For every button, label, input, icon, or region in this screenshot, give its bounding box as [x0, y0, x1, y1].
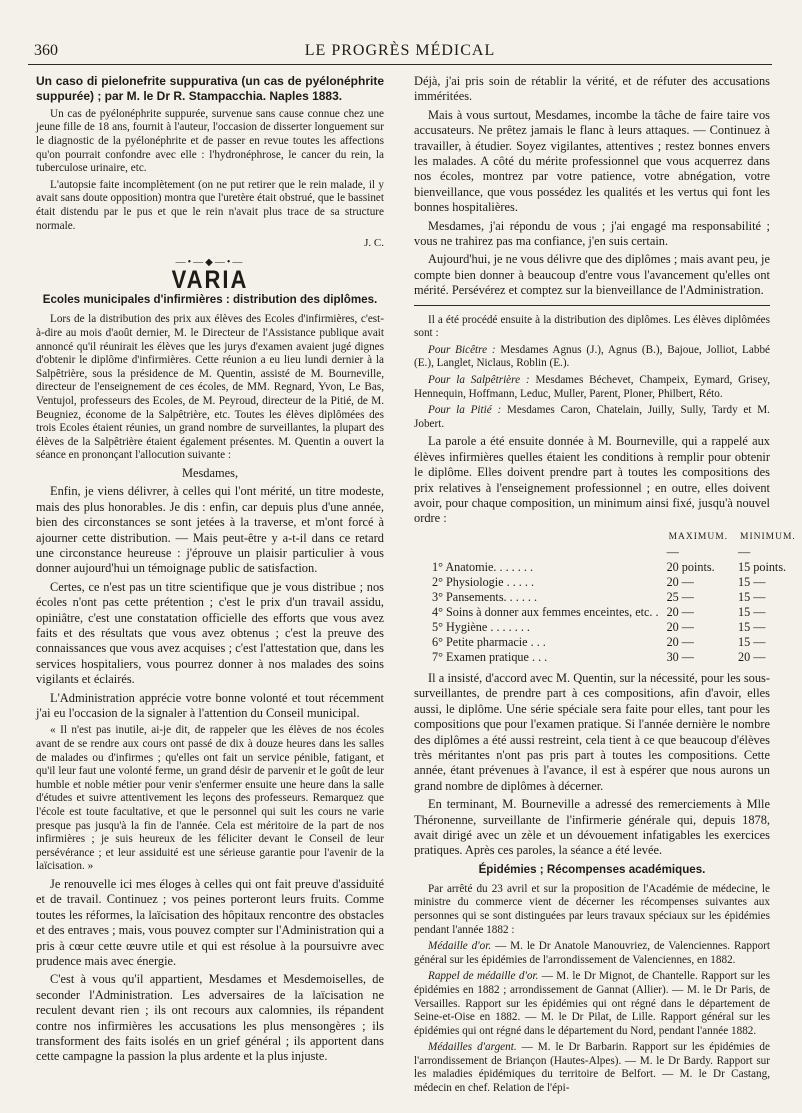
speech-paragraph: Mesdames, j'ai répondu de vous ; j'ai engagé ma responsabilité ; vous ne trahirez pas ma confiance, j'en suis certain.	[414, 218, 770, 249]
award-text: — M. le Dr Barbarin. Rapport sur les épidémies de l'arrondissement de Briançon (Hautes-Alpes). — M. le Dr Bardy. Rapport sur les maladies épidémiques du territoire de Belfort. — M. le Dr Castang, médecin en chef. Relation de l'épi-	[414, 1041, 770, 1095]
table-row	[428, 605, 802, 620]
table-cell-label: 7° Examen pratique . . .	[432, 649, 548, 664]
names: Mesdames Béchevet, Champeix, Eymard, Grisey, Hennequin, Hoffmann, Leduc, Muller, Parent, Ploner, Philbert, Réto.	[414, 374, 770, 400]
speech-paragraph: L'Administration apprécie votre bonne volonté et tout récemment j'ai eu l'occasion de la signaler à l'attention du Conseil municipal.	[36, 690, 384, 720]
article-signature: J. C.	[364, 237, 384, 250]
table-row	[428, 560, 802, 575]
award-label: Rappel de médaille d'or.	[428, 970, 539, 983]
journal-title: LE PROGRÈS MÉDICAL	[304, 42, 496, 59]
speech-paragraph: Certes, ce n'est pas un titre scientifique que je vous distribue ; nos écoles n'ont pas cette prétention ; c'est le prix d'un travail assidu, opiniâtre, c'est une constatation officielle des efforts que vous avez faits et des résultats que vous avez obtenus ; c'est la preuve des connaissances que vous avez acquises ; c'est l'attestation que, dans les services hospitaliers, vous pourrez donner à nos malades des soins vigilants et éclairés.	[36, 579, 384, 687]
award-paragraph	[414, 970, 770, 1038]
table-cell-max: 20 —	[666, 574, 694, 589]
table-cell-label: 5° Hygiène . . . . . . .	[432, 619, 530, 634]
article-paragraph: Lors de la distribution des prix aux élèves des Ecoles d'infirmières, c'est-à-dire au mois d'août dernier, M. le Directeur de l'Assistance publique avait annoncé qu'il réunirait les élèves que les jurys d'examen avaient jugé dignes d'obtenir le diplôme d'infirmières. Cette réunion a eu lieu lundi dernier à la Salpêtrière, sous la présidence de M. Quentin, assisté de M. Bourneville, directeur de l'enseignement de ces écoles, de MM. Regnard, Yvon, Le Bas, Ventujol, professeurs des Ecoles, de M. Peyroud, directeur de la Pitié, de M. Beugniez, économe de la Salpêtrière, etc. Toutes les élèves diplômées des trois Ecoles étaient réunies, un grand nombre de surveillantes, la plupart des élèves de la Salpêtrière étaient également présentes. M. Quentin a ouvert la séance en prononçant l'allocution suivante :	[36, 313, 384, 462]
article-paragraph: En terminant, M. Bourneville a adressé des remerciements à Mlle Théronenne, surveillante de l'infirmerie générale qui, depuis 1878, avait dirigé avec un zèle et un dévouement infatigables les exercices pratiques. Après ces paroles, la séance a été levée.	[414, 797, 770, 858]
table-cell-label: 4° Soins à donner aux femmes enceintes, etc. .	[432, 604, 659, 619]
diploma-list-salpetriere	[414, 374, 770, 401]
table-cell-min: 15 —	[738, 589, 766, 604]
quoted-paragraph: « Il n'est pas inutile, ai-je dit, de rappeler que les élèves de nos écoles avant de se rendre aux cours ont passé de dix à douze heures dans les salles de malades ou d'infirmes ; qu'elles ont fait un service pénible, fatigant, et qu'il leur faut une volonté ferme, un grand désir de parvenir et le goût de leur humble et noble métier pour venir s'enfermer ensuite une heure dans la salle d'études et suivre attentivement les leçons des professeurs. Remarquez que l'école est toute facultative, et que le personnel qui suit les cours ne varie presque pas jusqu'à la fin de l'année. Cela est méritoire de la part de nos infirmières ; je suis heureux de les féliciter devant le Conseil de leur persévérance ; et leur assiduité est une sérieuse garantie pour l'avenir de la laïcisation. »	[36, 724, 384, 873]
speech-paragraph: Aujourd'hui, je ne vous délivre que des diplômes ; mais avant peu, je compte bien donner à beaucoup d'entre vous l'avancement qu'elles ont mérité. Persévérez et comptez sur la bienveillance de l'Administration.	[414, 252, 770, 298]
article-paragraph: Il a été procédé ensuite à la distribution des diplômes. Les élèves diplômées sont :	[414, 313, 770, 340]
table-cell-max: 20 —	[666, 604, 694, 619]
article-paragraph: La parole a été ensuite donnée à M. Bourneville, qui a rappelé aux élèves infirmières quelles étaient les conditions à remplir pour obtenir le diplôme. Elles doivent prendre part à toutes les compositions des prix relatives à l'enseignement professionnel ; en outre, elles doivent avoir, pour chaque composition, un minimum ainsi fixé, jusqu'à nouvel ordre :	[414, 434, 770, 526]
table-row	[428, 650, 802, 665]
section-subheading: Épidémies ; Récompenses académiques.	[478, 862, 706, 876]
article-title: Un caso di pielonefrite suppurativa (un cas de pyélonéphrite suppurée) ; par M. le Dr R. Stampacchia. Naples 1883.	[36, 74, 384, 104]
speech-paragraph: C'est à vous qu'il appartient, Mesdames et Mesdemoiselles, de seconder l'Administration. Les adversaires de la laïcisation ne reculent devant rien ; ils ont recours aux calomnies, ils répandent contre nos infirmières les accusations les plus mensongères ; ils transforment des faits isolés en un grief général ; ils apportent dans cette campagne la passion la plus ardente et la plus injuste.	[36, 972, 384, 1064]
article-paragraph: Par arrêté du 23 avril et sur la proposition de l'Académie de médecine, le ministre du commerce vient de décerner les récompenses suivantes aux personnes qui se sont distinguées par leurs travaux spéciaux sur les épidémies pendant l'année 1882 :	[414, 882, 770, 936]
school-label: Pour la Salpêtrière :	[428, 374, 530, 387]
divider	[414, 305, 770, 306]
table-cell-max: 20 —	[666, 619, 694, 634]
right-column	[414, 74, 796, 1104]
table-cell-label: 3° Pansements. . . . . .	[432, 589, 538, 604]
table-cell-max: 20 points.	[666, 559, 715, 574]
award-label: Médaille d'or.	[428, 940, 492, 953]
award-text: — M. le Dr Anatole Manouvriez, de Valenciennes. Rapport général sur les épidémies de l'arrondissement de Valenciennes, en 1882.	[414, 940, 770, 966]
page-header	[28, 38, 772, 65]
award-paragraph	[414, 1041, 770, 1095]
article-paragraph: Un cas de pyélonéphrite suppurée, survenue sans cause connue chez une jeune fille de 18 ans, fournit à l'auteur, l'occasion de disserter longuement sur le diagnostic de la pyélonéphrite et de passer en revue toutes les affections qu'on pourrait confondre avec elle : l'hydronéphrose, le cancer du rein, la tuberculose urinaire, etc.	[36, 107, 384, 175]
diploma-list-pitie	[414, 404, 770, 431]
table-header-max: MAXIMUM.	[668, 531, 729, 542]
school-label: Pour Bicêtre :	[428, 343, 496, 356]
page-number: 360	[34, 42, 58, 59]
diploma-list-bicetre	[414, 344, 770, 371]
speech-paragraph: Mais à vous surtout, Mesdames, incombe la tâche de faire taire vos accusateurs. Ne prêtez jamais le flanc à leurs attaques. — Continuez à travailler, à étudier. Soyez vigilantes, attentives ; restez bonnes envers les malades. A côté du mérite professionnel que vous acquerrez dans nos écoles, montrez par votre patience, votre abnégation, votre bienveillance, que vous possédez les qualités et les vertus qui font les bonnes hospitalières.	[414, 107, 770, 215]
names: Mesdames Caron, Chatelain, Juilly, Sully, Tardy et M. Jobert.	[414, 404, 770, 430]
table-cell-max: 20 —	[666, 634, 694, 649]
table-cell-min: 15 —	[738, 574, 766, 589]
table-cell-max: 25 —	[666, 589, 694, 604]
table-row	[428, 575, 802, 590]
table-dash: —	[738, 544, 751, 559]
table-cell-label: 6° Petite pharmacie . . .	[432, 634, 546, 649]
article-paragraph: Il a insisté, d'accord avec M. Quentin, sur la nécessité, pour les sous-surveillantes, de prendre part à ces compositions, afin d'avoir, elles aussi, le diplôme. Une série spéciale sera faite pour elles, tant pour les compositions que pour l'examen pratique. Si l'année dernière le nombre des diplômes a été aussi restreint, cela tient à ce que beaucoup d'élèves très méritantes n'ont pas pris part à toutes les compositions. Cette année, étant prévenues à l'avance, il est à espérer que nous aurons un grand nombre de diplômes à décerner.	[414, 670, 770, 793]
table-row	[428, 590, 802, 605]
score-table	[428, 530, 802, 665]
award-label: Médailles d'argent.	[428, 1041, 517, 1054]
table-cell-min: 20 —	[738, 649, 766, 664]
names: Mesdames Agnus (J.), Agnus (B.), Bajoue, Jolliot, Labbé (E.), Langlet, Niclaus, Roblin (E.).	[414, 343, 771, 370]
speech-paragraph: Enfin, je viens délivrer, à celles qui l'ont mérité, un titre modeste, mais des plus honorables. Je dis : enfin, car depuis plus d'une année, bien des circonstances se sont jetées à la traverse, et m'ont forcé à ajourner cette distribution. — Mais peut-être y a-t-il dans ce retard une circonstance heureuse : j'éprouve un plaisir particulier à vous donner aujourd'hui un témoignage public de satisfaction.	[36, 484, 384, 576]
table-cell-label: 2° Physiologie . . . . .	[432, 574, 535, 589]
award-paragraph	[414, 940, 770, 967]
school-label: Pour la Pitié :	[428, 404, 502, 417]
table-header-label	[428, 530, 663, 545]
table-header-min: MINIMUM.	[740, 531, 796, 542]
table-row	[428, 635, 802, 650]
table-cell-label: 1° Anatomie. . . . . . .	[432, 559, 534, 574]
speech-paragraph: Je renouvelle ici mes éloges à celles qui ont fait preuve d'assiduité et de travail. Continuez ; vos peines porteront leurs fruits. Comme toutes les réformes, la laïcisation des hôpitaux rencontre des obstacles et des entraves ; mais, vous pouvez compter sur l'Administration qui a pris à cœur cette œuvre utile et qui est résolue à la poursuivre avec prudence mais avec énergie.	[36, 876, 384, 968]
table-cell-min: 15 points.	[738, 559, 787, 574]
table-cell-max: 30 —	[666, 649, 694, 664]
table-dash: —	[666, 544, 679, 559]
left-column	[36, 74, 384, 1104]
speech-paragraph: Déjà, j'ai pris soin de rétablir la vérité, et de réfuter des accusations imméritées.	[414, 74, 770, 104]
article-paragraph: L'autopsie faite incomplètement (on ne put retirer que le rein malade, il y avait sans doute opposition) montra que l'uretère était obstrué, que le bassinet était distendu par le pus et que le rein n'avait plus trace de sa structure normale.	[36, 178, 384, 232]
ornament-divider: —•—◆—•—	[175, 256, 245, 268]
table-cell-min: 15 —	[738, 604, 766, 619]
table-cell-min: 15 —	[738, 634, 766, 649]
section-subheading: Ecoles municipales d'infirmières : distribution des diplômes.	[42, 293, 378, 307]
section-heading-varia: VARIA	[171, 265, 249, 294]
table-cell-min: 15 —	[738, 619, 766, 634]
table-row	[428, 620, 802, 635]
salutation: Mesdames,	[181, 465, 239, 480]
award-text: — M. le Dr Mignot, de Chantelle. Rapport sur les épidémies en 1882 ; arrondissement de Gannat (Allier). — M. le Dr Paris, de Versailles. Rapport sur les épidémies qui ont régné dans le département de Seine-et-Oise en 1882. — M. le Dr Pilat, de Lille. Rapport général sur les épidémies qui ont régné dans le département du Nord, pendant l'année 1882.	[414, 970, 770, 1037]
score-table-body	[428, 560, 802, 665]
